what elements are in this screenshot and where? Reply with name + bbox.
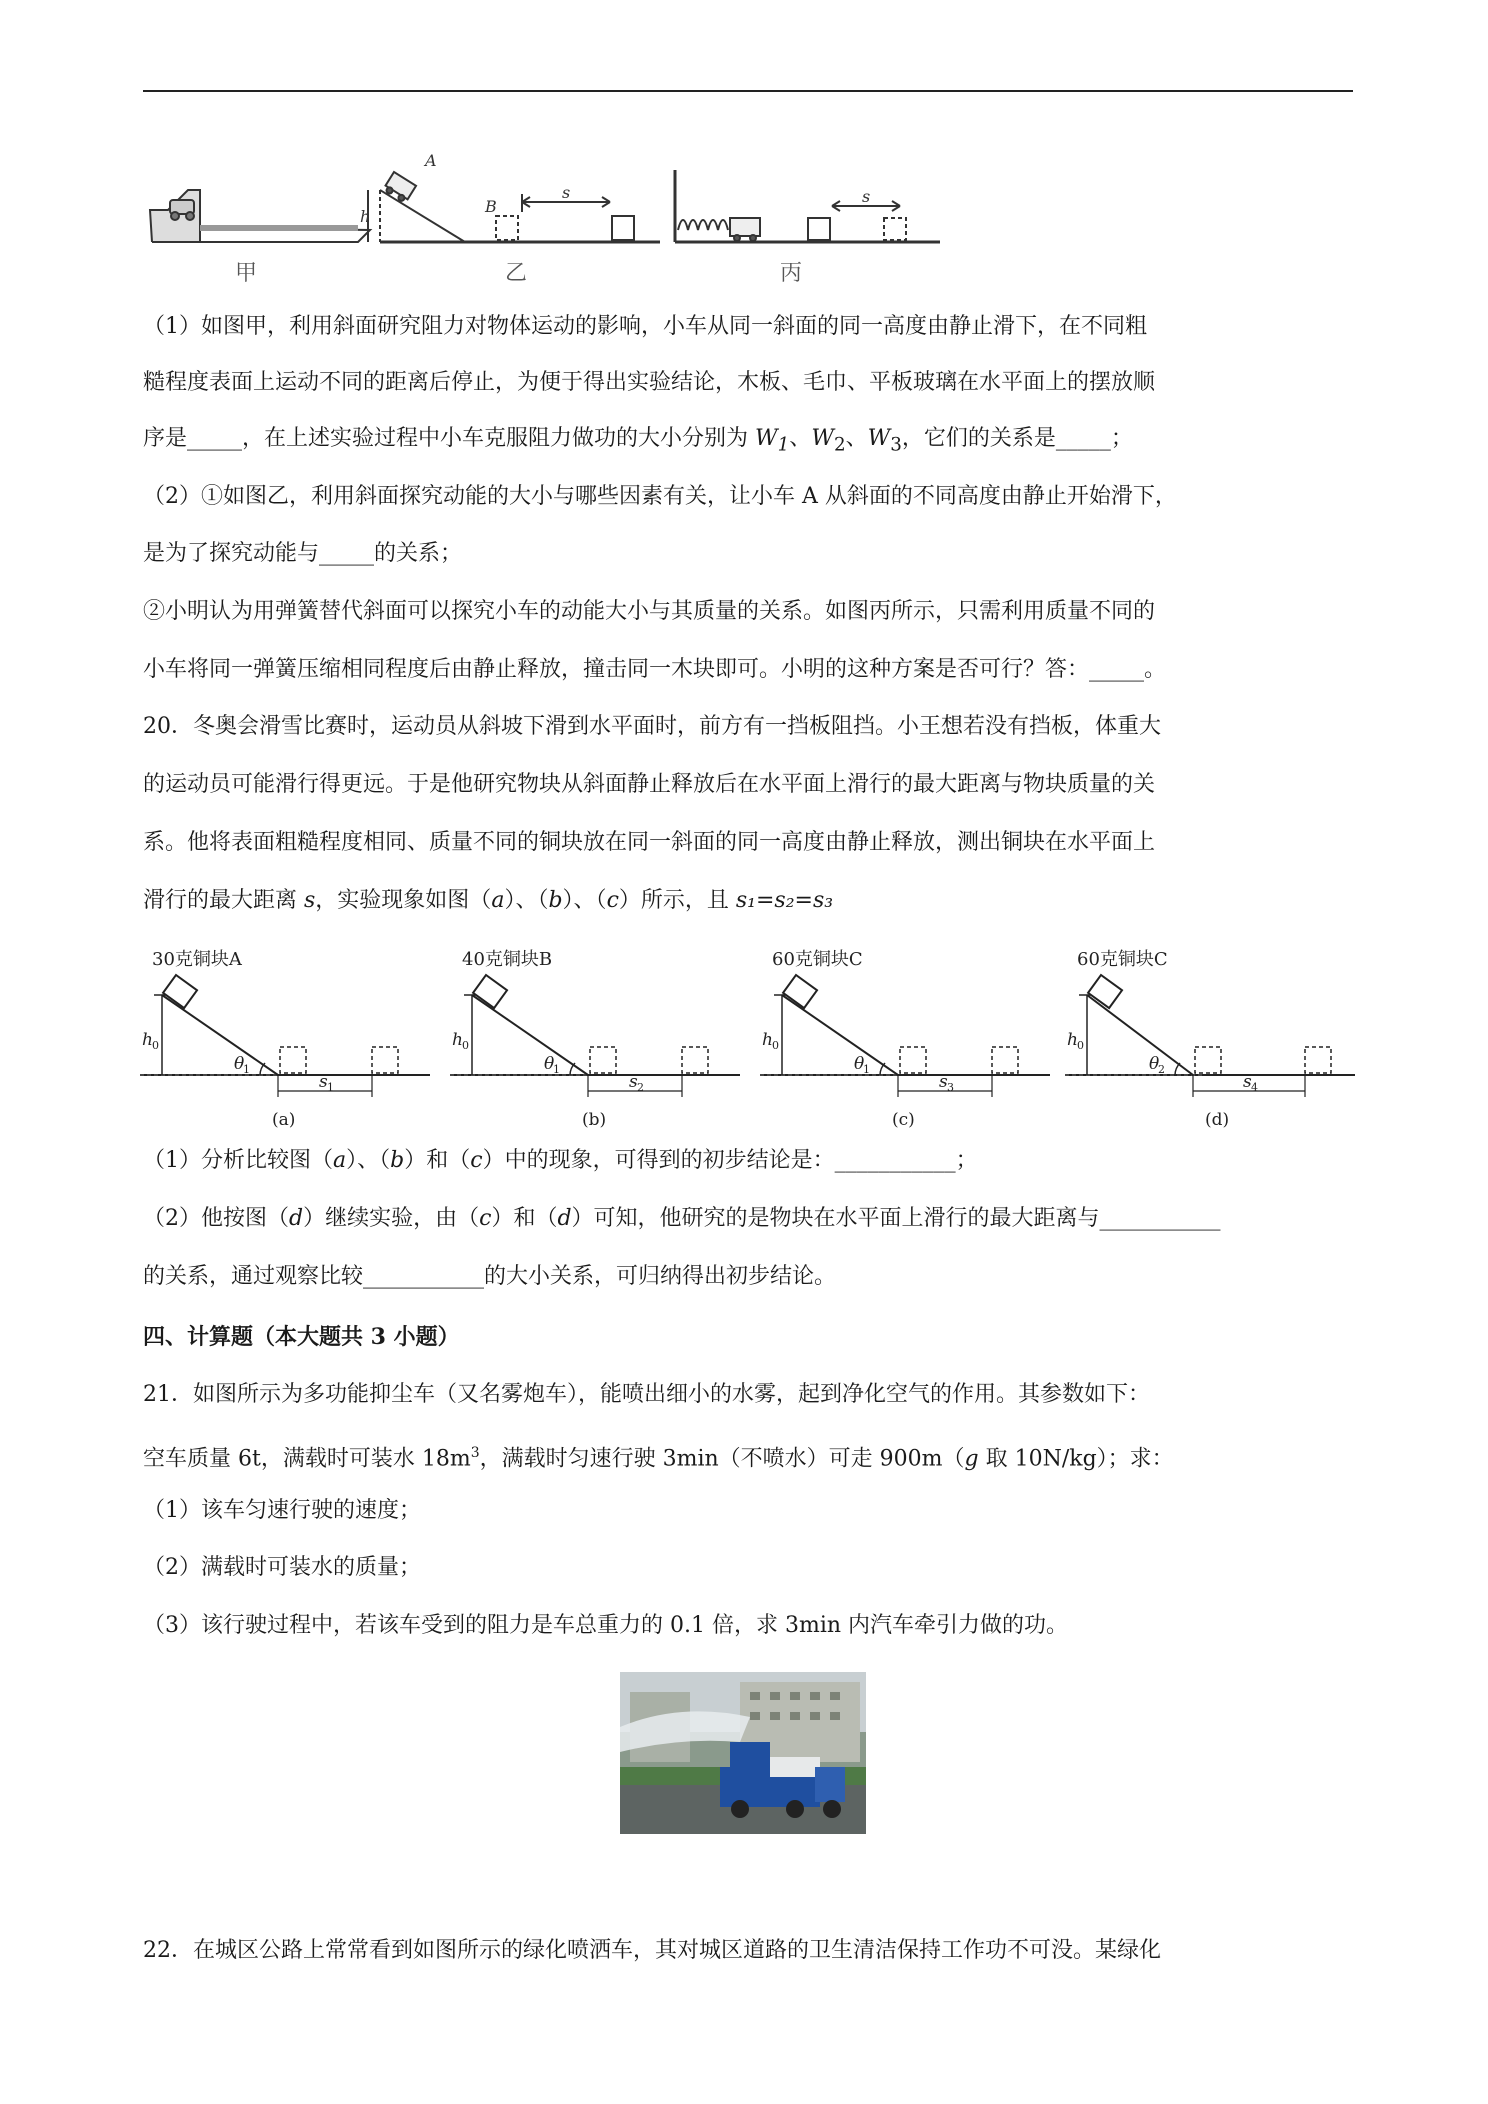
h0-sub: 0 — [462, 1039, 469, 1052]
theta-sub: 1 — [863, 1063, 870, 1076]
w2-symbol: W — [811, 426, 834, 451]
q21-line-1: 21．如图所示为多功能抑尘车（又名雾炮车），能喷出细小的水雾，起到净化空气的作用。其参数如下： — [143, 1382, 1150, 1407]
q20-line-4c: ）、（ — [504, 888, 549, 913]
c-symbol: c — [606, 888, 619, 913]
copper-block — [1088, 975, 1122, 1008]
label-jia: 甲 — [235, 261, 258, 286]
q21-line-3: （1）该车匀速行驶的速度； — [143, 1498, 421, 1523]
q20-line-3: 系。他将表面粗糙程度相同、质量不同的铜块放在同一斜面的同一高度由静止释放，测出铜块在水平面上 — [143, 830, 1156, 855]
q19-line-5: 是为了探究动能与_____的关系； — [143, 541, 463, 566]
incline-panel-1 — [140, 949, 430, 1130]
q22-line-1: 22．在城区公路上常常看到如图所示的绿化喷洒车，其对城区道路的卫生清洁保持工作功不可没。某绿化 — [143, 1938, 1161, 1963]
block-start — [590, 1047, 616, 1073]
q19-line-3a: 序是_____，在上述实验过程中小车克服阻力做功的大小分别为 — [143, 426, 755, 451]
w1-sub: 1 — [777, 434, 790, 456]
theta-label: θ — [234, 1054, 245, 1074]
cubic-sup: 3 — [470, 1445, 480, 1461]
incline-panel-4 — [1065, 949, 1355, 1130]
h0-sub: 0 — [772, 1039, 779, 1052]
equation: s₁=s₂=s₃ — [735, 888, 834, 913]
theta-label: θ — [544, 1054, 555, 1074]
q20-line-4b: ，实验现象如图（ — [315, 888, 492, 913]
b-symbol: b — [548, 888, 563, 913]
s-sub: 4 — [1251, 1081, 1258, 1094]
incline-panel-2 — [450, 949, 740, 1130]
q20-line-1: 20．冬奥会滑雪比赛时，运动员从斜坡下滑到水平面时，前方有一挡板阻挡。小王想若没有挡板，体重大 — [143, 714, 1161, 739]
panel-title: 40克铜块B — [462, 949, 553, 970]
figure-jia — [150, 190, 370, 242]
h0-sub: 0 — [1077, 1039, 1084, 1052]
q20-line-4d: ）、（ — [562, 888, 607, 913]
q21-line-2b: ，满载时匀速行驶 3min（不喷水）可走 900m（ — [479, 1446, 965, 1472]
q20-p2c: ）和（ — [491, 1206, 558, 1231]
s-sub: 1 — [327, 1081, 334, 1094]
copper-block — [473, 975, 507, 1008]
slope — [162, 995, 278, 1075]
s-label: s — [319, 1072, 328, 1092]
panel-title: 30克铜块A — [152, 949, 242, 970]
q20-line-4e: ）所示，且 — [618, 888, 736, 913]
block-end — [682, 1047, 708, 1073]
panel-caption: (c) — [892, 1110, 915, 1130]
label-s-yi: s — [562, 183, 571, 202]
q20-p1a: （1）分析比较图（ — [143, 1148, 333, 1173]
figure-2-copper-blocks — [140, 935, 1370, 1135]
label-bing: 丙 — [780, 261, 803, 286]
q21-line-2 — [143, 1438, 1353, 1474]
copper-block — [783, 975, 817, 1008]
slope — [782, 995, 898, 1075]
incline-panel-3 — [760, 949, 1050, 1130]
block-start — [900, 1047, 926, 1073]
g-symbol: g — [964, 1446, 979, 1472]
label-s-bing: s — [862, 187, 871, 206]
q20-line-4 — [143, 886, 1353, 916]
theta-sub: 2 — [1158, 1063, 1165, 1076]
s-label: s — [629, 1072, 638, 1092]
q20-p1d: ）中的现象，可得到的初步结论是：___________； — [482, 1148, 978, 1173]
q20-part-1 — [143, 1146, 1353, 1176]
block-end — [1305, 1047, 1331, 1073]
figure-bing — [675, 170, 940, 242]
q19-line-3 — [143, 424, 1353, 460]
header-rule — [143, 90, 1353, 92]
q20-part-2-cont: 的关系，通过观察比较___________的大小关系，可归纳得出初步结论。 — [143, 1264, 837, 1289]
q20-p2d: ）可知，他研究的是物块在水平面上滑行的最大距离与___________ — [571, 1206, 1221, 1231]
w3-sub: 3 — [890, 434, 902, 456]
block-end — [372, 1047, 398, 1073]
w2-sub: 2 — [833, 434, 846, 456]
q20-p1c: ）和（ — [404, 1148, 471, 1173]
label-yi: 乙 — [505, 261, 528, 286]
figure-1-experiments — [140, 150, 960, 290]
q20-part-2 — [143, 1204, 1353, 1234]
q20-line-4a: 滑行的最大距离 — [143, 888, 304, 913]
s-label: s — [939, 1072, 948, 1092]
panel-caption: (b) — [582, 1110, 607, 1130]
q21-line-5: （3）该行驶过程中，若该车受到的阻力是车总重力的 0.1 倍，求 3min 内汽车牵引力做的功。 — [143, 1613, 1069, 1638]
sep-1: 、 — [789, 426, 812, 451]
p1-b: b — [390, 1148, 405, 1173]
s-label: s — [1243, 1072, 1252, 1092]
q20-p2b: ）继续实验，由（ — [303, 1206, 480, 1231]
h0-sub: 0 — [152, 1039, 159, 1052]
q19-line-6: ②小明认为用弹簧替代斜面可以探究小车的动能大小与其质量的关系。如图丙所示，只需利用质量不同的 — [143, 599, 1156, 624]
q19-line-4: （2）①如图乙，利用斜面探究动能的大小与哪些因素有关，让小车 A 从斜面的不同高度由静止开始滑下， — [143, 484, 1177, 509]
fog-cannon-truck-photo — [620, 1672, 866, 1834]
q21-line-2c: 取 10N/kg）；求： — [978, 1446, 1174, 1472]
w1-symbol: W — [755, 426, 778, 451]
q19-line-7: 小车将同一弹簧压缩相同程度后由静止释放，撞击同一木块即可。小明的这种方案是否可行？答：_____。 — [143, 657, 1167, 682]
label-A: A — [425, 151, 437, 170]
p2-d: d — [289, 1206, 304, 1231]
q19-line-2: 糙程度表面上运动不同的距离后停止，为便于得出实验结论，木板、毛巾、平板玻璃在水平面上的摆放顺 — [143, 370, 1156, 395]
slope — [1087, 995, 1193, 1075]
section-title: 四、计算题（本大题共 3 小题） — [143, 1324, 460, 1350]
q21-line-4: （2）满载时可装水的质量； — [143, 1555, 421, 1580]
panel-caption: (d) — [1205, 1110, 1230, 1130]
w3-symbol: W — [867, 426, 891, 451]
s-symbol: s — [304, 888, 316, 913]
a-symbol: a — [491, 888, 505, 913]
q20-line-2: 的运动员可能滑行得更远。于是他研究物块从斜面静止释放后在水平面上滑行的最大距离与物块质量的关 — [143, 772, 1156, 797]
angle-arc — [1175, 1063, 1180, 1075]
p1-c: c — [470, 1148, 483, 1173]
h0-label: h — [452, 1030, 463, 1050]
block-start — [1195, 1047, 1221, 1073]
theta-sub: 1 — [553, 1063, 560, 1076]
h0-label: h — [762, 1030, 773, 1050]
q20-p2a: （2）他按图（ — [143, 1206, 289, 1231]
s-sub: 2 — [637, 1081, 644, 1094]
s-sub: 3 — [947, 1081, 954, 1094]
q21-line-2a: 空车质量 6t，满载时可装水 18m — [143, 1446, 471, 1472]
q20-p1b: ）、（ — [346, 1148, 391, 1173]
label-B: B — [485, 197, 497, 216]
p1-a: a — [333, 1148, 347, 1173]
copper-block — [163, 975, 197, 1008]
q19-line-1: （1）如图甲，利用斜面研究阻力对物体运动的影响，小车从同一斜面的同一高度由静止滑下，在不同粗 — [143, 314, 1148, 339]
h0-label: h — [142, 1030, 153, 1050]
theta-label: θ — [1149, 1054, 1160, 1074]
h0-label: h — [1067, 1030, 1078, 1050]
theta-sub: 1 — [243, 1063, 250, 1076]
panel-caption: (a) — [272, 1110, 296, 1130]
panel-title: 60克铜块C — [1077, 949, 1168, 970]
theta-label: θ — [854, 1054, 865, 1074]
sep-2: 、 — [845, 426, 868, 451]
q19-line-3b: ，它们的关系是_____； — [901, 426, 1133, 451]
panel-title: 60克铜块C — [772, 949, 863, 970]
p2-c: c — [479, 1206, 492, 1231]
slope — [472, 995, 588, 1075]
figure-yi — [368, 172, 660, 242]
label-h: h — [360, 207, 371, 226]
block-end — [992, 1047, 1018, 1073]
block-start — [280, 1047, 306, 1073]
p2-d2: d — [557, 1206, 572, 1231]
